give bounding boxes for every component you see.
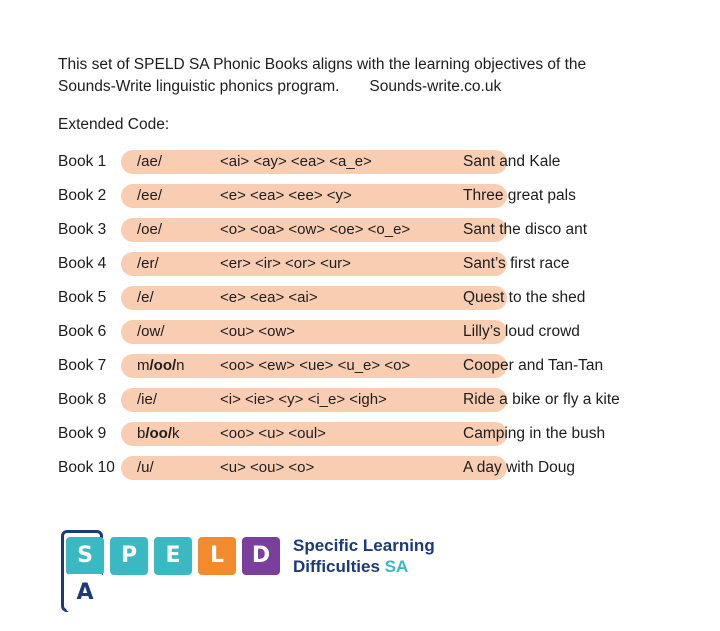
book-title: Three great pals xyxy=(463,187,576,204)
code-pill xyxy=(121,354,507,378)
book-number: Book 5 xyxy=(58,289,107,306)
sound: /ie/ xyxy=(137,391,158,408)
org-name-line-1: Specific Learning xyxy=(293,536,435,555)
code-pill xyxy=(121,286,507,310)
book-row xyxy=(58,251,678,285)
book-number: Book 1 xyxy=(58,153,107,170)
book-number: Book 10 xyxy=(58,459,115,476)
logo-letter-p: P xyxy=(110,537,148,575)
sound: /ow/ xyxy=(137,323,165,340)
book-list xyxy=(58,149,678,489)
graphemes: <e> <ea> <ee> <y> xyxy=(220,187,352,204)
intro-line-1: This set of SPELD SA Phonic Books aligns with the learning objectives of the xyxy=(58,56,587,73)
book-number: Book 3 xyxy=(58,221,107,238)
book-row xyxy=(58,183,678,217)
book-title: Sant’s first race xyxy=(463,255,570,272)
book-title: Quest to the shed xyxy=(463,289,586,306)
logo-letter-d: D xyxy=(242,537,280,575)
book-row xyxy=(58,285,678,319)
book-row xyxy=(58,149,678,183)
book-row xyxy=(58,455,678,489)
book-title: Ride a bike or fly a kite xyxy=(463,391,620,408)
sound: /e/ xyxy=(137,289,154,306)
book-row xyxy=(58,387,678,421)
intro-line-2 xyxy=(58,76,586,98)
sound: /u/ xyxy=(137,459,154,476)
org-sa: SA xyxy=(384,557,409,576)
graphemes: <e> <ea> <ai> xyxy=(220,289,318,306)
code-pill xyxy=(121,184,507,208)
sound: /ee/ xyxy=(137,187,163,204)
book-number: Book 9 xyxy=(58,425,107,442)
book-number: Book 7 xyxy=(58,357,107,374)
org-name xyxy=(293,535,435,577)
website-link[interactable]: Sounds-write.co.uk xyxy=(369,78,502,95)
sound: /oe/ xyxy=(137,221,163,238)
sound: /ae/ xyxy=(137,153,163,170)
graphemes: <ou> <ow> xyxy=(220,323,296,340)
book-number: Book 2 xyxy=(58,187,107,204)
intro-text xyxy=(58,54,586,98)
book-row xyxy=(58,421,678,455)
code-pill xyxy=(121,218,507,242)
speld-logo xyxy=(61,530,451,618)
book-title: Camping in the bush xyxy=(463,425,606,442)
book-row xyxy=(58,319,678,353)
book-number: Book 6 xyxy=(58,323,107,340)
sound: /er/ xyxy=(137,255,159,272)
book-title: Sant the disco ant xyxy=(463,221,588,238)
graphemes: <o> <oa> <ow> <oe> <o_e> xyxy=(220,221,411,238)
intro-line-2-text: Sounds-Write linguistic phonics program. xyxy=(58,78,340,95)
logo-letter-l: L xyxy=(198,537,236,575)
graphemes: <u> <ou> <o> xyxy=(220,459,315,476)
graphemes: <oo> <ew> <ue> <u_e> <o> xyxy=(220,357,411,374)
graphemes: <ai> <ay> <ea> <a_e> xyxy=(220,153,372,170)
book-number: Book 4 xyxy=(58,255,107,272)
book-title: Cooper and Tan-Tan xyxy=(463,357,604,374)
book-number: Book 8 xyxy=(58,391,107,408)
sound: m/oo/n xyxy=(137,357,185,374)
book-title: A day with Doug xyxy=(463,459,576,476)
book-title: Sant and Kale xyxy=(463,153,561,170)
code-pill xyxy=(121,422,507,446)
logo-letter-s: S xyxy=(66,537,104,575)
org-name-line-2: Difficulties SA xyxy=(293,557,409,576)
graphemes: <er> <ir> <or> <ur> xyxy=(220,255,351,272)
book-title: Lilly’s loud crowd xyxy=(463,323,580,340)
graphemes: <oo> <u> <oul> xyxy=(220,425,326,442)
code-pill xyxy=(121,320,507,344)
graphemes: <i> <ie> <y> <i_e> <igh> xyxy=(220,391,387,408)
code-pill xyxy=(121,388,507,412)
logo-letter-e: E xyxy=(154,537,192,575)
code-pill xyxy=(121,456,507,480)
book-row xyxy=(58,353,678,387)
sound: b/oo/k xyxy=(137,425,180,442)
code-pill xyxy=(121,252,507,276)
logo-letter-a: A xyxy=(66,574,104,612)
book-row xyxy=(58,217,678,251)
code-pill xyxy=(121,150,507,174)
extended-code-label: Extended Code: xyxy=(58,116,170,133)
